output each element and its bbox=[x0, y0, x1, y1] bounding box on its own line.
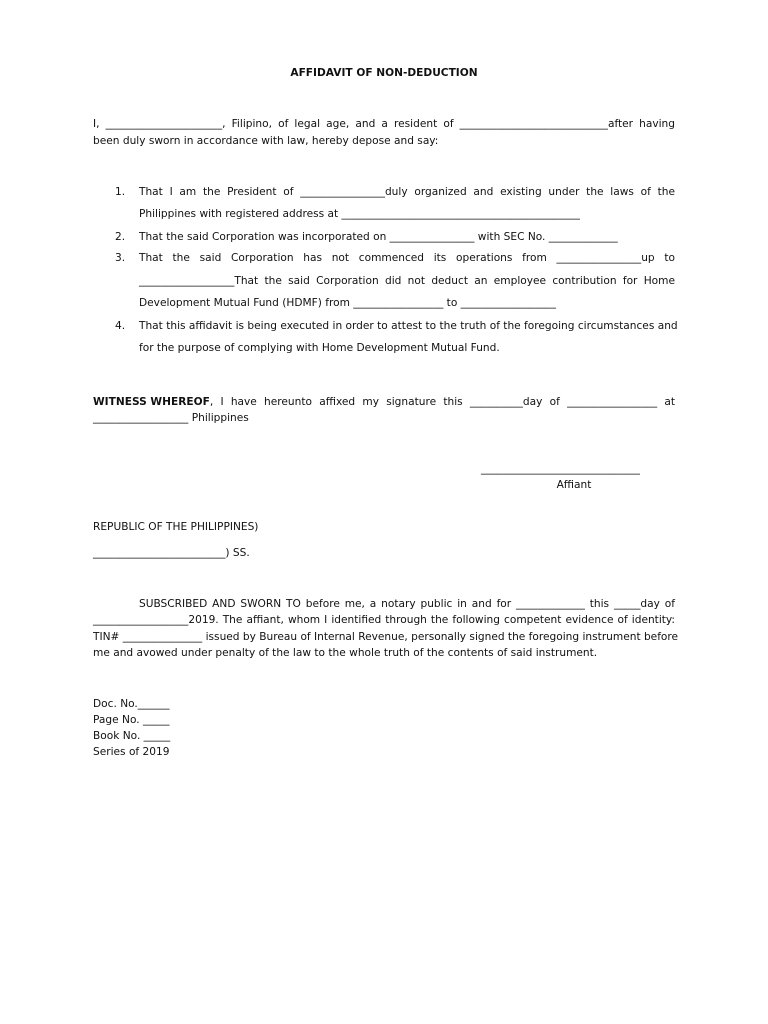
item-2-line-1: That the said Corporation was incorporated on ________________ with SEC No. _____________ bbox=[139, 231, 618, 243]
doc-no: Doc. No.______ bbox=[93, 698, 170, 710]
item-3-line-1: That the said Corporation has not commenced its operations from ________________up to bbox=[139, 252, 675, 264]
witness-whereof-label: WITNESS WHEREOF bbox=[93, 396, 210, 408]
series: Series of 2019 bbox=[93, 746, 170, 758]
jurat-line-2: __________________2019. The affiant, whom I identified through the following competent evidence of identity: bbox=[93, 614, 675, 626]
item-1-number: 1. bbox=[115, 186, 126, 198]
witness-line-2: __________________ Philippines bbox=[93, 412, 249, 424]
item-1-line-1: That I am the President of ________________duly organized and existing under the laws of the bbox=[139, 186, 675, 198]
ss-line: _________________________) SS. bbox=[93, 547, 250, 559]
jurat-line-3: TIN# _______________ issued by Bureau of Internal Revenue, personally signed the foregoing instrument before bbox=[93, 631, 679, 643]
item-4-number: 4. bbox=[115, 320, 126, 332]
intro-line-1: I, ______________________, Filipino, of legal age, and a resident of ____________________________after having bbox=[93, 118, 675, 130]
republic-line: REPUBLIC OF THE PHILIPPINES) bbox=[93, 521, 259, 533]
jurat-line-1: SUBSCRIBED AND SWORN TO before me, a notary public in and for _____________ this _____day of bbox=[139, 598, 675, 610]
signature-line: ______________________________ bbox=[481, 463, 640, 475]
item-3-line-3: Development Mutual Fund (HDMF) from _________________ to __________________ bbox=[139, 297, 557, 309]
witness-line-1-text: , I have hereunto affixed my signature this __________day of _________________ at bbox=[209, 396, 675, 408]
jurat-line-4: me and avowed under penalty of the law to the whole truth of the contents of said instrument. bbox=[93, 647, 598, 659]
item-3-line-2: __________________That the said Corporation did not deduct an employee contribution for Home bbox=[139, 275, 675, 287]
item-4-line-2: for the purpose of complying with Home Development Mutual Fund. bbox=[139, 342, 500, 354]
witness-line-1 bbox=[93, 396, 675, 408]
item-2-number: 2. bbox=[115, 231, 126, 243]
book-no: Book No. _____ bbox=[93, 730, 171, 742]
document-title: AFFIDAVIT OF NON-DEDUCTION bbox=[290, 67, 478, 79]
item-1-line-2: Philippines with registered address at _____________________________________________ bbox=[139, 208, 580, 220]
item-4-line-1: That this affidavit is being executed in order to attest to the truth of the foregoing circumstances and bbox=[139, 320, 678, 332]
page-no: Page No. _____ bbox=[93, 714, 170, 726]
item-3-number: 3. bbox=[115, 252, 126, 264]
affiant-label: Affiant bbox=[556, 479, 592, 491]
intro-line-2: been duly sworn in accordance with law, hereby depose and say: bbox=[93, 135, 439, 147]
